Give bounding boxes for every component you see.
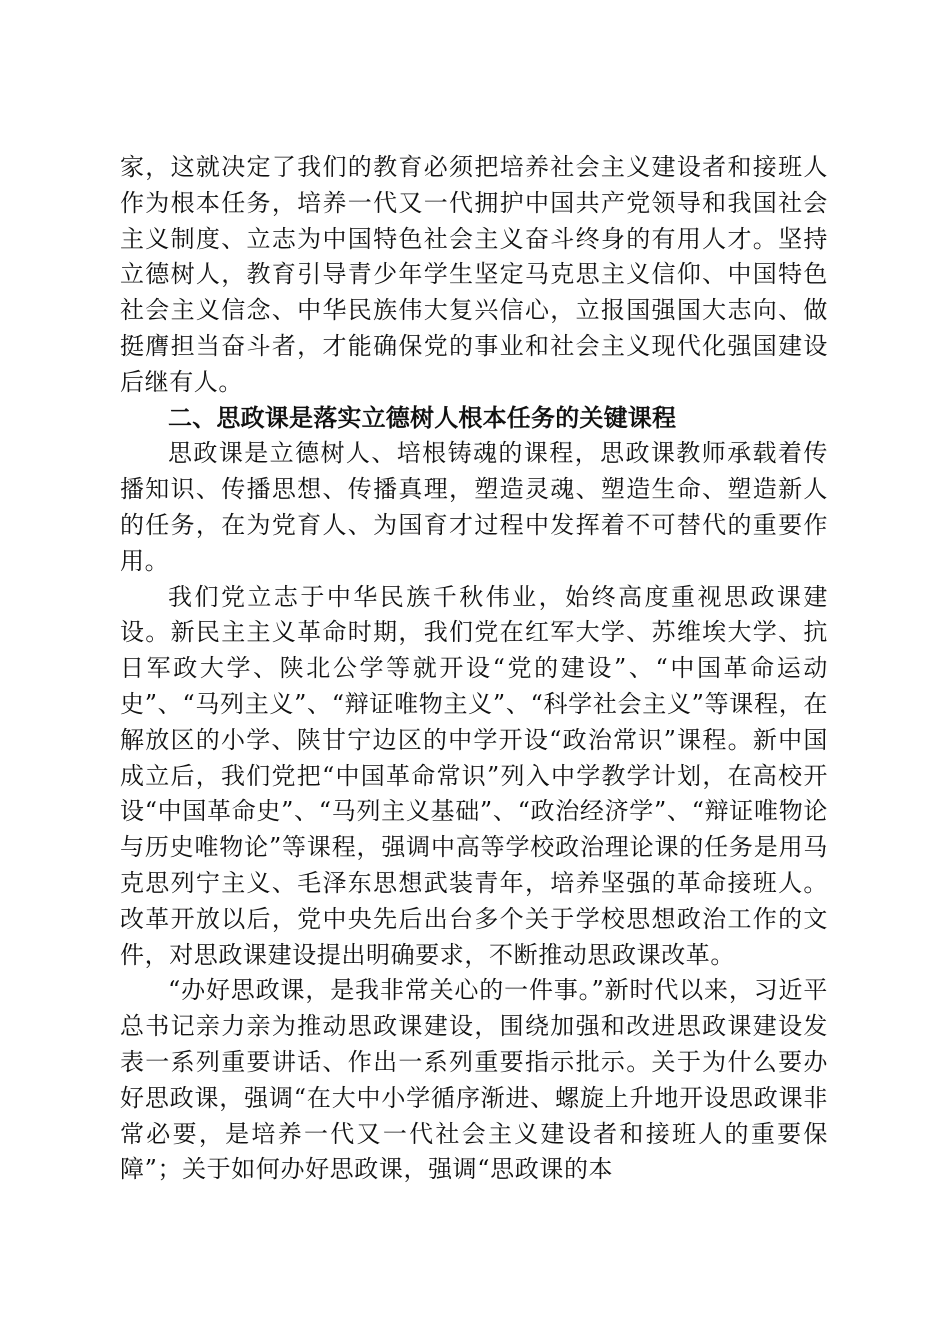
paragraph-history: 我们党立志于中华民族千秋伟业，始终高度重视思政课建设。新民主主义革命时期，我们党在红军大学、苏维埃大学、抗日军政大学、陕北公学等就开设“党的建设”、“中国革命运动史”、“马列主义”、“辩证唯物主义”、“科学社会主义”等课程，在解放区的小学、陕甘宁边区的中学开设“政治常识”课程。新中国成立后，我们党把“中国革命常识”列入中学教学计划，在高校开设“中国革命史”、“马列主义基础”、“政治经济学”、“辩证唯物论与历史唯物论”等课程，强调中高等学校政治理论课的任务是用马克思列宁主义、毛泽东思想武装青年，培养坚强的革命接班人。改革开放以后，党中央先后出台多个关于学校思想政治工作的文件，对思政课建设提出明确要求，不断推动思政课改革。 xyxy=(120,582,828,969)
document-body xyxy=(120,150,828,1188)
section-heading: 二、思政课是落实立德树人根本任务的关键课程 xyxy=(168,403,677,432)
paragraph-new-era: “办好思政课，是我非常关心的一件事。”新时代以来，习近平总书记亲力亲为推动思政课建设，围绕加强和改进思政课建设发表一系列重要讲话、作出一系列重要指示批示。关于为什么要办好思政课，强调“在大中小学循序渐进、螺旋上升地开设思政课非常必要，是培养一代又一代社会主义建设者和接班人的重要保障”；关于如何办好思政课，强调“思政课的本 xyxy=(120,976,828,1184)
paragraph-role-of-course: 思政课是立德树人、培根铸魂的课程，思政课教师承载着传播知识、传播思想、传播真理，塑造灵魂、塑造生命、塑造新人的任务，在为党育人、为国育才过程中发挥着不可替代的重要作用。 xyxy=(120,439,828,575)
paragraph-continuation: 家，这就决定了我们的教育必须把培养社会主义建设者和接班人作为根本任务，培养一代又一代拥护中国共产党领导和我国社会主义制度、立志为中国特色社会主义奋斗终身的有用人才。坚持立德树人，教育引导青少年学生坚定马克思主义信仰、中国特色社会主义信念、中华民族伟大复兴信心，立报国强国大志向、做挺膺担当奋斗者，才能确保党的事业和社会主义现代化强国建设后继有人。 xyxy=(120,153,828,396)
